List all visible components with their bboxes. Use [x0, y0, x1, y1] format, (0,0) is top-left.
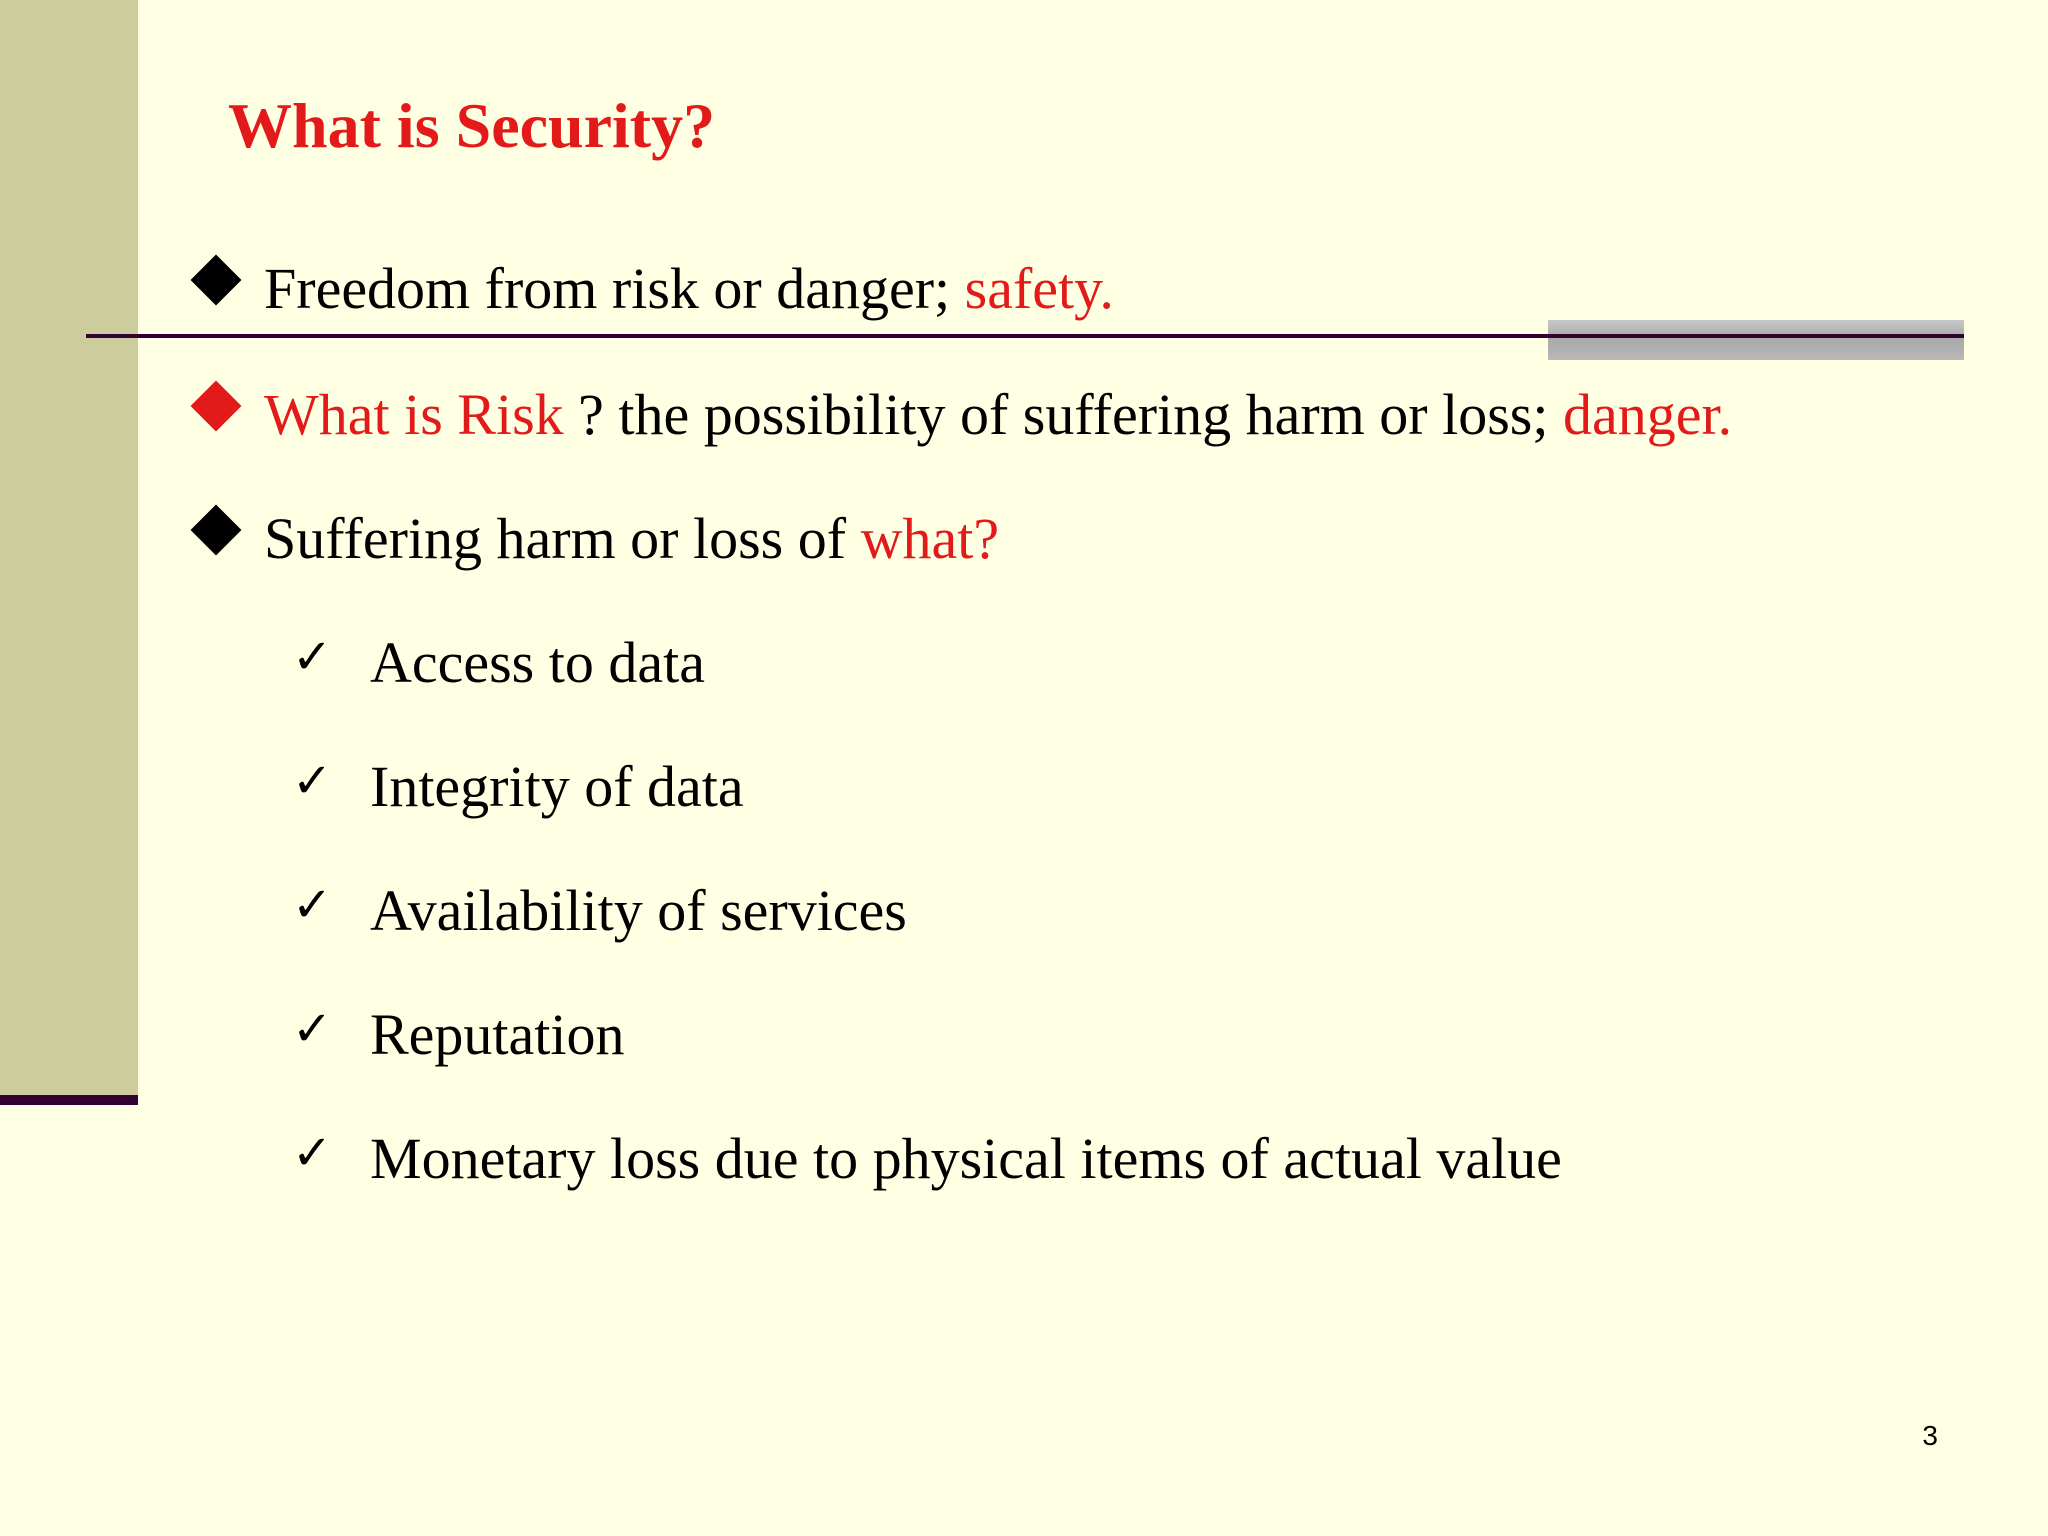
sub-item: Integrity of data	[370, 754, 744, 819]
bullet-item	[188, 254, 1114, 324]
bullet-item	[188, 504, 999, 574]
left-decorative-band	[0, 0, 138, 1095]
title-rule-shadow	[1548, 320, 1964, 360]
diamond-bullet-icon	[191, 255, 242, 306]
diamond-bullet-icon	[191, 381, 242, 432]
checkmark-icon: ✓	[292, 1125, 333, 1181]
checkmark-icon: ✓	[292, 877, 333, 933]
checkmark-icon: ✓	[292, 753, 333, 809]
bullet-text-highlight: safety.	[964, 256, 1114, 321]
bullet-text-part: Freedom from risk or danger;	[264, 256, 965, 321]
sub-item: Monetary loss due to physical items of actual value	[370, 1126, 1562, 1191]
sub-item: Availability of services	[370, 878, 907, 943]
left-band-rule	[0, 1095, 138, 1105]
checkmark-icon: ✓	[292, 629, 333, 685]
bullet-text-part: ? the possibility of suffering harm or loss;	[578, 382, 1563, 447]
slide-title: What is Security?	[228, 90, 716, 161]
bullet-text-part: Suffering harm or loss of	[264, 506, 861, 571]
bullet-item	[188, 380, 1732, 450]
title-divider-overlay	[1548, 334, 1964, 338]
bullet-text-highlight: What is Risk	[264, 382, 579, 447]
diamond-bullet-icon	[191, 505, 242, 556]
bullet-text-highlight: what?	[860, 506, 1000, 571]
sub-item: Reputation	[370, 1002, 625, 1067]
bullet-text-highlight: danger.	[1562, 382, 1733, 447]
sub-item: Access to data	[370, 630, 705, 695]
checkmark-icon: ✓	[292, 1001, 333, 1057]
page-number: 3	[1922, 1420, 1938, 1451]
